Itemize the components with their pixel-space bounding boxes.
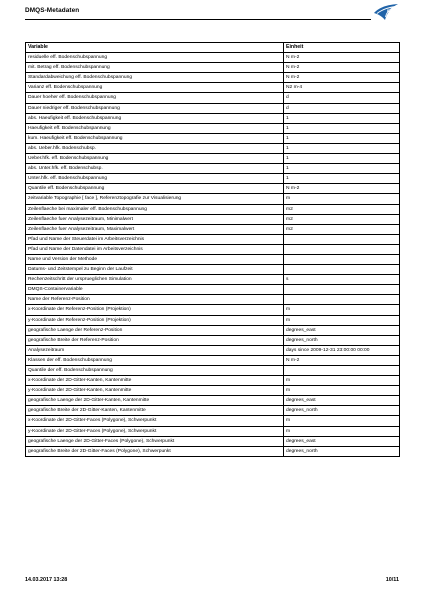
variable-cell: x-Koordinate der 2D-Gitter-Kanten, Kantenmitte	[26, 376, 284, 386]
variable-cell: geografische Breite der 2D-Gitter-Faces (Polygone), Schwerpunkt	[26, 446, 284, 456]
table-row	[26, 285, 400, 295]
table-row	[26, 265, 400, 275]
variable-cell: Analysezeitraum	[26, 345, 284, 355]
table-row	[26, 164, 400, 174]
table-row	[26, 335, 400, 345]
table-row	[26, 275, 400, 285]
baw-logo	[372, 2, 400, 22]
table-row	[26, 154, 400, 164]
table-row	[26, 376, 400, 386]
table-row	[26, 355, 400, 365]
unit-cell	[284, 295, 400, 305]
table-row	[26, 295, 400, 305]
table-row	[26, 53, 400, 63]
table-row	[26, 345, 400, 355]
unit-cell: N m-2	[284, 73, 400, 83]
unit-cell: 1	[284, 123, 400, 133]
variable-cell: Zeilenflaeche bei maximaler eff. Bodenschubspannung	[26, 204, 284, 214]
unit-cell: 1	[284, 113, 400, 123]
unit-cell: m	[284, 305, 400, 315]
unit-cell: m2	[284, 214, 400, 224]
table-row	[26, 386, 400, 396]
variable-cell: geografische Laenge der Referenz-Position	[26, 325, 284, 335]
unit-cell: 1	[284, 164, 400, 174]
table-row	[26, 305, 400, 315]
table-row	[26, 93, 400, 103]
unit-cell: days since 2009-12-31 23:00:00 00:00	[284, 345, 400, 355]
document-title: DMQS-Metadaten	[25, 7, 80, 14]
logo-text: BAW	[387, 9, 396, 13]
column-header-einheit: Einheit	[284, 43, 400, 53]
table-row	[26, 396, 400, 406]
variable-cell: Quantile eff. Bodenschubspannung	[26, 184, 284, 194]
variable-cell: zeitvariable Topographie [ face ], Referenztopografie zur Visualisierung	[26, 194, 284, 204]
unit-cell: m2	[284, 224, 400, 234]
table-row	[26, 184, 400, 194]
table-row	[26, 315, 400, 325]
unit-cell: N2 m-4	[284, 83, 400, 93]
unit-cell	[284, 366, 400, 376]
variable-cell: Quantile der eff. Bodenschubspannung	[26, 366, 284, 376]
header-rule	[25, 19, 371, 20]
column-header-variable: Variable	[26, 43, 284, 53]
variable-cell: DMQS-Containervariable	[26, 285, 284, 295]
table-row	[26, 416, 400, 426]
variable-cell: abs. Ueber.hfk. Bodenschubsp.	[26, 143, 284, 153]
footer-page-number: 10/11	[385, 577, 399, 583]
variable-cell: Dauer hoeher eff. Bodenschubspannung	[26, 93, 284, 103]
unit-cell: N m-2	[284, 184, 400, 194]
variable-cell: Name und Version der Methode	[26, 254, 284, 264]
variable-cell: mit. Betrag eff. Bodenschubspannung	[26, 63, 284, 73]
unit-cell: m	[284, 416, 400, 426]
variable-cell: x-Koordinate der 2D-Gitter-Faces (Polygone), Schwerpunkt	[26, 416, 284, 426]
variable-cell: abs. Unter.hfk. eff. Bodenschubsp.	[26, 164, 284, 174]
variable-cell: residuelle eff. Bodenschubspannung	[26, 53, 284, 63]
table-row	[26, 73, 400, 83]
variable-cell: Ueber.hfk. eff. Bodenschubspannung	[26, 154, 284, 164]
unit-cell: d	[284, 103, 400, 113]
variable-cell: Standardabweichung eff. Bodenschubspannung	[26, 73, 284, 83]
unit-cell: m	[284, 194, 400, 204]
table-row	[26, 123, 400, 133]
unit-cell	[284, 244, 400, 254]
variable-cell: geografische Breite der Referenz-Position	[26, 335, 284, 345]
unit-cell: degrees_east	[284, 325, 400, 335]
unit-cell: degrees_north	[284, 446, 400, 456]
unit-cell: m	[284, 376, 400, 386]
table-row	[26, 194, 400, 204]
unit-cell: 1	[284, 143, 400, 153]
variable-cell: Datums- und Zeitstempel zu Beginn der Laufzeit	[26, 265, 284, 275]
unit-cell: degrees_north	[284, 335, 400, 345]
variable-cell: Rechenzeitschritt der ursprueglichen Simulation	[26, 275, 284, 285]
variable-cell: Dauer niedriger eff. Bodenschubspannung	[26, 103, 284, 113]
table-row	[26, 113, 400, 123]
variable-cell: y-Koordinate der 2D-Gitter-Kanten, Kantenmitte	[26, 386, 284, 396]
table-row	[26, 406, 400, 416]
table-row	[26, 103, 400, 113]
table-row	[26, 366, 400, 376]
table-body	[26, 53, 400, 457]
unit-cell	[284, 265, 400, 275]
table-row	[26, 204, 400, 214]
table-row	[26, 224, 400, 234]
variable-cell: Klassen der eff. Bodenschubspannung	[26, 355, 284, 365]
variable-cell: Zeilenflaeche fuer Analysezeitraum, Minimalwert	[26, 214, 284, 224]
table-row	[26, 254, 400, 264]
unit-cell: d	[284, 93, 400, 103]
table-row	[26, 133, 400, 143]
variable-cell: Name der Referenz-Position	[26, 295, 284, 305]
variable-cell: Pfad und Name der Datendatei im Arbeitsverzeichnis	[26, 244, 284, 254]
variables-table	[25, 42, 400, 457]
variable-cell: x-Koordinate der Referenz-Position (Projektion)	[26, 305, 284, 315]
unit-cell: degrees_north	[284, 406, 400, 416]
variable-cell: Unter.hfk. eff. Bodenschubspannung	[26, 174, 284, 184]
unit-cell	[284, 234, 400, 244]
variable-cell: y-Koordinate der Referenz-Position (Projektion)	[26, 315, 284, 325]
table-row	[26, 143, 400, 153]
unit-cell: m2	[284, 204, 400, 214]
variable-cell: Varianz eff. Bodenschubspannung	[26, 83, 284, 93]
unit-cell: s	[284, 275, 400, 285]
table-row	[26, 83, 400, 93]
unit-cell: m	[284, 386, 400, 396]
variable-cell: Zeilenflaeche fuer Analysezeitraum, Maximalwert	[26, 224, 284, 234]
unit-cell: N m-2	[284, 355, 400, 365]
variable-cell: abs. Haeufigkeit eff. Bodenschubspannung	[26, 113, 284, 123]
table-row	[26, 234, 400, 244]
table-row	[26, 446, 400, 456]
unit-cell: 1	[284, 133, 400, 143]
table-row	[26, 244, 400, 254]
unit-cell	[284, 254, 400, 264]
table-row	[26, 174, 400, 184]
table-row	[26, 325, 400, 335]
table-row	[26, 214, 400, 224]
variable-cell: kum. Haeufigkeit eff. Bodenschubspannung	[26, 133, 284, 143]
variable-cell: geografische Breite der 2D-Gitter-Kanten, Kantenmitte	[26, 406, 284, 416]
unit-cell: 1	[284, 174, 400, 184]
table-row	[26, 63, 400, 73]
table-row	[26, 426, 400, 436]
table-header-row	[26, 43, 400, 53]
unit-cell: 1	[284, 154, 400, 164]
footer-date: 14.03.2017 13:28	[25, 577, 68, 583]
variable-cell: y-Koordinate der 2D-Gitter-Faces (Polygone), Schwerpunkt	[26, 426, 284, 436]
unit-cell: degrees_east	[284, 396, 400, 406]
unit-cell: m	[284, 315, 400, 325]
variable-cell: geografische Laenge der 2D-Gitter-Kanten, Kantenmitte	[26, 396, 284, 406]
unit-cell: N m-2	[284, 63, 400, 73]
unit-cell	[284, 285, 400, 295]
variable-cell: geografische Laenge der 2D-Gitter-Faces (Polygone), Schwerpunkt	[26, 436, 284, 446]
unit-cell: N m-2	[284, 53, 400, 63]
variable-cell: Haeufigkeit eff. Bodenschubspannung	[26, 123, 284, 133]
variable-cell: Pfad und Name der Steuerdatei im Arbeitsverzeichnis	[26, 234, 284, 244]
unit-cell: degrees_east	[284, 436, 400, 446]
unit-cell: m	[284, 426, 400, 436]
table-row	[26, 436, 400, 446]
